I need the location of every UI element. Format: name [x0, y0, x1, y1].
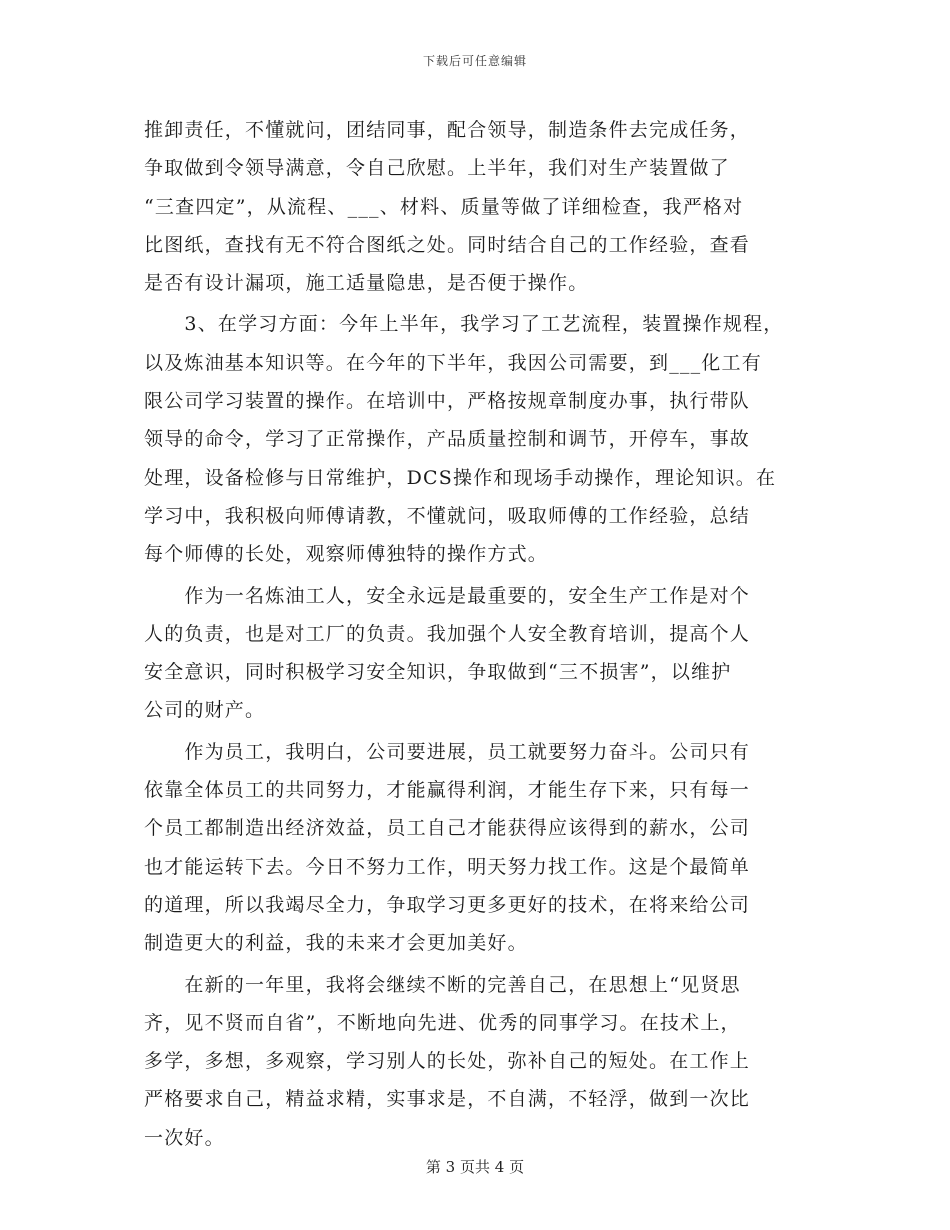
- text-line: 领导的命令，学习了正常操作，产品质量控制和调节，开停车，事故: [144, 428, 751, 451]
- text-line: 比图纸，查找有无不符合图纸之处。同时结合自己的工作经验，查看: [144, 233, 751, 256]
- text-line: 作为一名炼油工人，安全永远是最重要的，安全生产工作是对个: [144, 584, 751, 607]
- text-line: 人的负责，也是对工厂的负责。我加强个人安全教育培训，提高个人: [144, 622, 751, 645]
- text-line: 多学，多想，多观察，学习别人的长处，弥补自己的短处。在工作上: [144, 1050, 751, 1073]
- page-number: 第 3 页共 4 页: [425, 1158, 525, 1176]
- text-line: 个员工都制造出经济效益，员工自己才能获得应该得到的薪水，公司: [144, 817, 751, 840]
- text-line: 也才能运转下去。今日不努力工作，明天努力找工作。这是个最简单: [144, 855, 751, 878]
- text-line: 作为员工，我明白，公司要进展，员工就要努力奋斗。公司只有: [144, 740, 751, 763]
- text-line: 依靠全体员工的共同努力，才能赢得利润，才能生存下来，只有每一: [144, 779, 751, 802]
- text-line: 争取做到令领导满意，令自己欣慰。上半年，我们对生产装置做了: [144, 157, 730, 180]
- text-line: 严格要求自己，精益求精，实事求是，不自满，不轻浮，做到一次比: [144, 1088, 751, 1111]
- text-line: 以及炼油基本知识等。在今年的下半年，我因公司需要，到___化工有: [144, 351, 762, 374]
- document-body: [144, 111, 824, 1157]
- text-line: 学习中，我积极向师傅请教，不懂就问，吸取师傅的工作经验，总结: [144, 504, 751, 527]
- text-line: 每个师傅的长处，观察师傅独特的操作方式。: [144, 543, 549, 566]
- text-line: 处理，设备检修与日常维护，DCS操作和现场手动操作，理论知识。在: [144, 466, 777, 489]
- text-line: 齐，见不贤而自省”，不断地向先进、优秀的同事学习。在技术上，: [144, 1011, 741, 1034]
- text-line: 推卸责任，不懂就问，团结同事，配合领导，制造条件去完成任务，: [144, 119, 751, 141]
- text-line: 的道理，所以我竭尽全力，争取学习更多更好的技术，在将来给公司: [144, 893, 751, 916]
- text-line: 是否有设计漏项，施工适量隐患，是否便于操作。: [144, 272, 589, 295]
- text-line: 限公司学习装置的操作。在培训中，严格按规章制度办事，执行带队: [144, 390, 751, 413]
- text-line: 公司的财产。: [144, 699, 266, 722]
- text-line: 安全意识，同时积极学习安全知识，争取做到“三不损害”，以维护: [144, 661, 732, 684]
- text-line: 一次好。: [144, 1126, 225, 1149]
- text-line: 3、在学习方面：今年上半年，我学习了工艺流程，装置操作规程，: [144, 313, 784, 336]
- text-line: “三查四定”，从流程、___、材料、质量等做了详细检查，我严格对: [144, 195, 744, 218]
- text-line: 在新的一年里，我将会继续不断的完善自己，在思想上“见贤思: [144, 973, 741, 996]
- text-line: 制造更大的利益，我的未来才会更加美好。: [144, 932, 528, 955]
- page-header: 下载后可任意编辑: [422, 54, 527, 68]
